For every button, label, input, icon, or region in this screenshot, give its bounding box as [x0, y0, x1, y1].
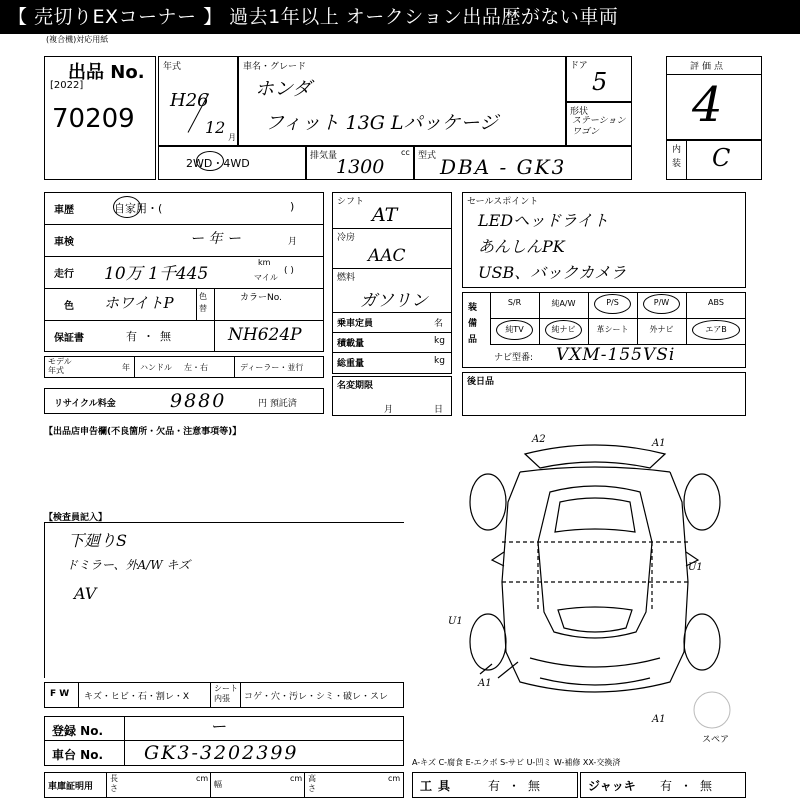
model-code-label: 型式	[418, 151, 437, 161]
mileage-value: 10万 1千445	[104, 264, 209, 284]
drive-2wd: 2WD	[186, 157, 213, 170]
interior-value: C	[712, 144, 731, 172]
load-label: 積載量	[337, 339, 365, 349]
fuel-label: 燃料	[337, 273, 356, 283]
spare-label: スペア	[702, 735, 730, 745]
equipment-option: 純A/W	[551, 299, 576, 308]
aftermarket-box	[462, 372, 746, 416]
score-value: 4	[692, 77, 723, 133]
fw-items: キズ・ヒビ・石・割レ・X	[84, 692, 189, 702]
score-label: 評価点	[690, 62, 727, 72]
gross-label: 総重量	[337, 359, 365, 369]
model-year-unit: 年	[122, 363, 130, 372]
capacity-unit: 名	[434, 319, 444, 329]
color-code-label: カラーNo.	[240, 293, 282, 303]
expiry-day: 日	[434, 405, 444, 415]
capacity-label: 乗車定員	[337, 319, 374, 329]
damage-mark-5: A1	[478, 678, 492, 689]
equipment-option: 純TV	[505, 325, 524, 334]
navi-value: VXM-155VSi	[556, 345, 676, 365]
drive-circle	[196, 151, 224, 171]
jack-value: 有・無	[660, 779, 721, 793]
equipment-circle-mark	[594, 294, 631, 314]
equipment-option: 革シート	[596, 325, 629, 334]
mileage-label: 走行	[54, 269, 74, 280]
shape-value: ステーション ワゴン	[572, 116, 626, 137]
interior-label: 内装	[672, 145, 682, 169]
chassis-label: 車台 No.	[52, 748, 104, 762]
equipment-circle-mark	[496, 320, 533, 340]
seller-notes-label: 【出品店申告欄(不良箇所・欠品・注意事項等)】	[44, 427, 242, 437]
inspector-label: 【検査員記入】	[44, 513, 108, 523]
ac-label: 冷房	[337, 233, 356, 243]
navi-label: ナビ型番:	[494, 353, 534, 363]
sales-line-3: USB、バックカメラ	[478, 263, 627, 282]
damage-mark-2: A1	[652, 438, 666, 449]
damage-mark-1: A2	[532, 434, 546, 445]
door-label: ドア	[570, 61, 588, 71]
inspector-line-2: ドミラー、外A/W キズ	[66, 558, 191, 572]
jack-label: ジャッキ	[588, 779, 636, 793]
displacement-label: 排気量	[310, 151, 338, 161]
car-name-label: 車名・グレード	[243, 62, 307, 72]
inspection-label: 車検	[54, 237, 74, 248]
garage-cm-3: cm	[388, 774, 401, 783]
mileage-mile: マイル	[254, 273, 278, 282]
equipment-option: P/W	[653, 298, 670, 307]
fuel-value: ガソリン	[360, 291, 428, 311]
history-value: 自家用・(	[114, 202, 163, 215]
garage-box	[44, 772, 404, 798]
equipment-option: ABS	[708, 298, 724, 307]
displacement-value: 1300	[336, 156, 385, 178]
chassis-value: GK3-3202399	[144, 742, 299, 764]
handle-label: ハンドル	[140, 363, 172, 372]
registration-value: ー	[210, 717, 227, 736]
fw-label: F W	[50, 689, 70, 699]
mileage-km: km	[258, 258, 271, 267]
expiry-label: 名変期限	[337, 381, 374, 391]
garage-cm-1: cm	[196, 774, 209, 783]
tools-value: 有・無	[488, 779, 549, 793]
inspection-unit: 月	[288, 237, 298, 247]
garage-cm-2: cm	[290, 774, 303, 783]
mileage-paren: ( )	[284, 266, 294, 276]
shift-value: AT	[372, 204, 398, 226]
equipment-option: 外ナビ	[649, 325, 674, 334]
banner-title: 【 売切りEXコーナー 】 過去1年以上 オークション出品歴がない車両	[0, 0, 800, 34]
inspector-line-3: AV	[74, 584, 97, 603]
aftermarket-label: 後日品	[467, 377, 495, 387]
recycle-label: リサイクル料金	[54, 399, 116, 409]
inspection-value: ー 年 ー	[190, 231, 241, 247]
color-value: ホワイトP	[104, 294, 174, 312]
equipment-circle-mark	[692, 320, 740, 340]
history-circle	[113, 196, 141, 218]
drive-sep: ・	[212, 157, 224, 170]
model-year-label: モデル年式	[48, 357, 72, 375]
sales-point-label: セールスポイント	[467, 197, 539, 207]
sales-line-1: LEDヘッドライト	[478, 211, 609, 230]
year-month: 12	[205, 118, 226, 137]
lot-label: 出品 No.	[68, 62, 145, 83]
ac-value: AAC	[368, 246, 406, 266]
color-code-value: NH624P	[228, 325, 302, 345]
warranty-label: 保証書	[54, 333, 84, 344]
damage-mark-3: U1	[688, 562, 703, 573]
spare-circle	[694, 692, 730, 728]
seat-label: シート 内張	[214, 684, 238, 703]
shape-label: 形状	[570, 107, 589, 117]
inspector-line-1: 下廻りS	[68, 531, 127, 550]
equipment-option: 純ナビ	[551, 325, 576, 334]
car-maker: ホンダ	[255, 78, 312, 100]
gross-unit: kg	[434, 356, 445, 366]
damage-legend: A-キズ C-腐食 E-エクボ S-サビ U-凹ミ W-補修 XX-交換済	[412, 758, 621, 767]
warranty-value: 有・無	[126, 330, 177, 343]
model-code-value: DBA - GK3	[440, 155, 567, 179]
load-unit: kg	[434, 336, 445, 346]
registration-label: 登録 No.	[52, 724, 104, 738]
equipment-option: P/S	[606, 298, 619, 307]
car-damage-diagram	[440, 432, 740, 742]
history-label: 車歴	[54, 205, 74, 216]
damage-mark-4: U1	[448, 616, 463, 627]
tools-label: 工具	[420, 779, 457, 793]
recycle-value: 9880	[170, 390, 227, 412]
garage-length: 長さ	[110, 774, 118, 793]
year-month-unit: 月	[228, 133, 236, 142]
garage-height: 高さ	[308, 774, 316, 793]
color-label: 色	[64, 301, 74, 312]
drive-4wd: 4WD	[223, 157, 250, 170]
sales-line-2: あんしんPK	[478, 237, 565, 256]
garage-label: 車庫証明用	[48, 782, 94, 792]
year-era: H26	[170, 90, 209, 111]
equipment-circle-mark	[643, 294, 680, 314]
equipment-circle-mark	[545, 320, 582, 340]
lot-year-tag: [2022]	[50, 80, 84, 91]
equipment-label: 装備品	[468, 303, 478, 345]
rear-spoiler	[525, 445, 665, 468]
damage-mark-6: A1	[652, 714, 666, 725]
equipment-option: エアB	[705, 325, 727, 334]
door-value: 5	[592, 68, 608, 96]
color-changed-label: 色替	[199, 292, 207, 313]
recycle-unit: 円 預託済	[258, 399, 297, 409]
garage-width: 幅	[214, 780, 222, 789]
expiry-month: 月	[384, 405, 394, 415]
shift-label: シフト	[337, 197, 365, 207]
lot-number: 70209	[52, 104, 135, 134]
displacement-unit: cc	[401, 148, 410, 157]
car-model: フィット 13G Lパッケージ	[265, 112, 499, 134]
equipment-option: S/R	[507, 298, 522, 307]
history-close: )	[290, 200, 295, 213]
year-label: 年式	[163, 62, 182, 72]
handle-value: 左・右	[184, 363, 208, 372]
seat-items: コゲ・穴・汚レ・シミ・破レ・スレ	[244, 692, 389, 702]
form-subtitle: (複合機)対応用紙	[46, 35, 109, 44]
dealer-label: ディーラー・並行	[240, 363, 304, 372]
